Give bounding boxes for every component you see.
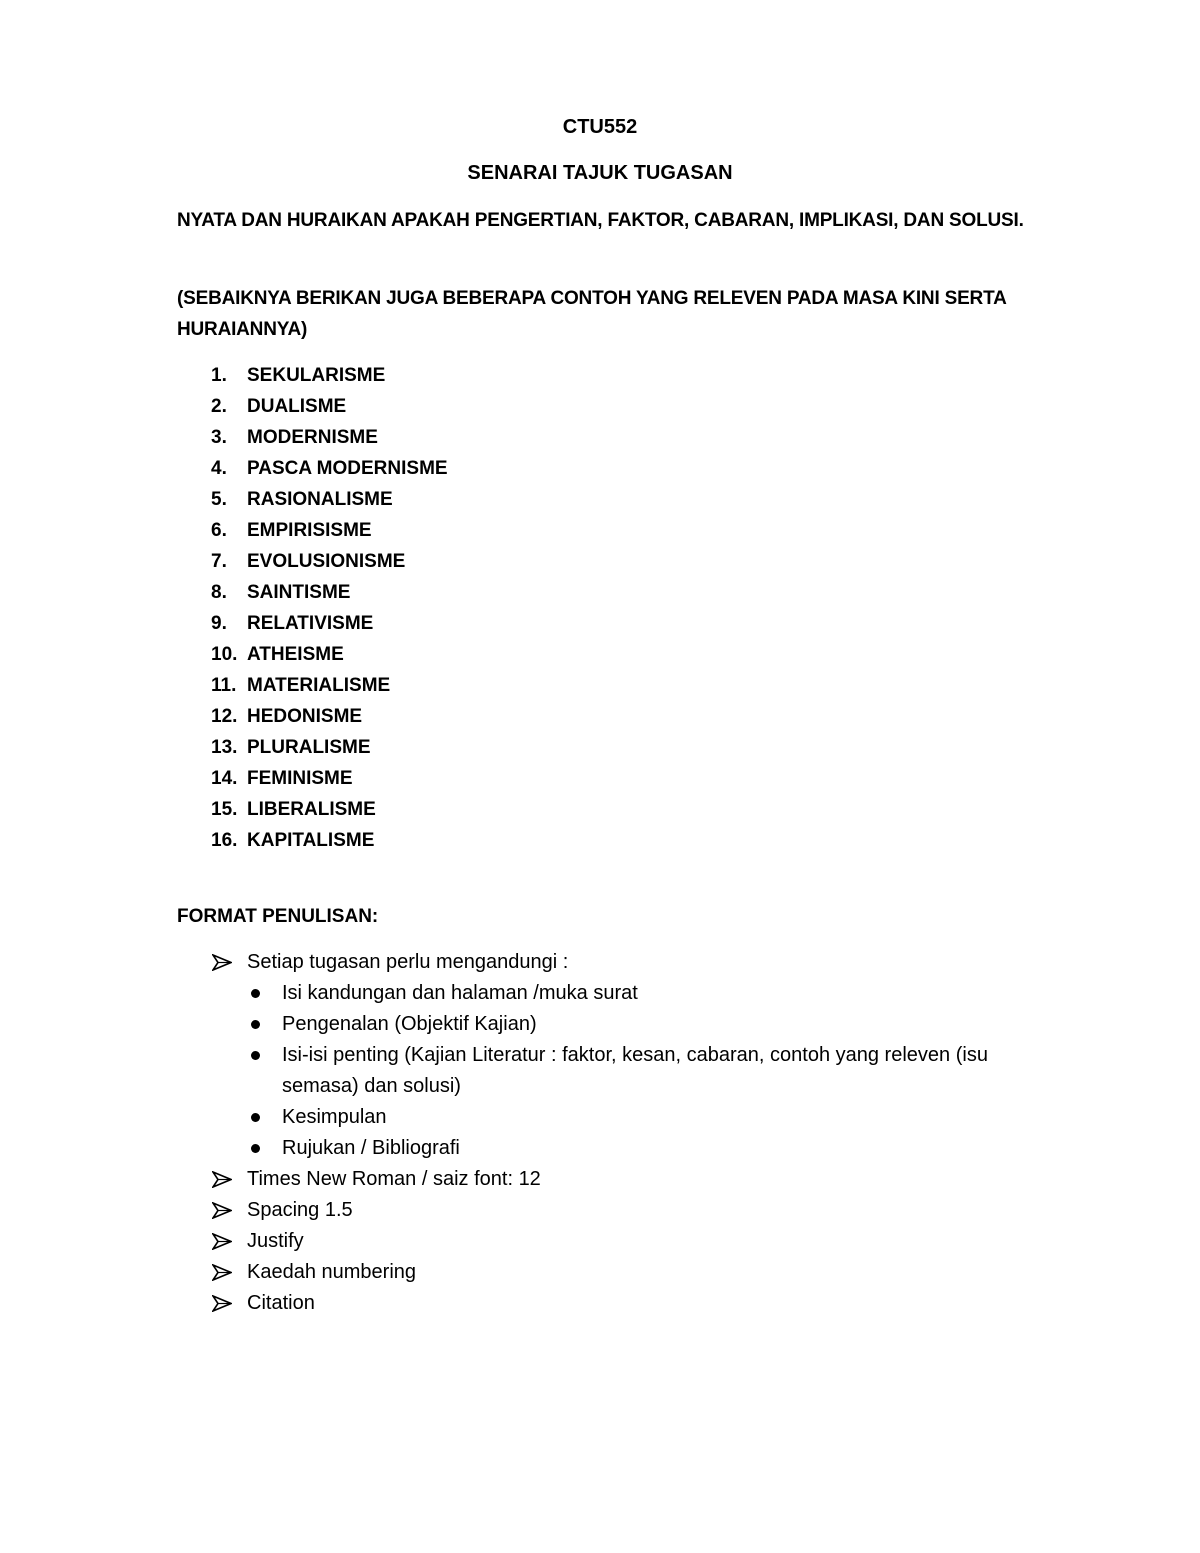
topic-number: 13. <box>211 737 238 758</box>
topic-label: PLURALISME <box>247 737 371 758</box>
format-subitem <box>0 978 1200 1009</box>
format-subitem-text: Isi kandungan dan halaman /muka surat <box>282 982 638 1004</box>
topic-number: 12. <box>211 706 238 727</box>
topic-label: MODERNISME <box>247 427 378 448</box>
topic-number: 5. <box>211 489 227 510</box>
topic-label: DUALISME <box>247 396 347 417</box>
instruction-note: (SEBAIKNYA BERIKAN JUGA BEBERAPA CONTOH YANG RELEVEN PADA MASA KINI SERTA HURAIANNYA) <box>177 288 1006 340</box>
arrowhead-bullet-icon <box>212 1202 232 1219</box>
topic-label: SAINTISME <box>247 582 351 603</box>
format-heading: FORMAT PENULISAN: <box>177 906 379 927</box>
format-subitem <box>0 1040 1200 1102</box>
topic-number: 10. <box>211 644 238 665</box>
format-item-text: Citation <box>247 1292 315 1314</box>
format-item <box>0 1195 1200 1226</box>
topic-number: 3. <box>211 427 227 448</box>
topic-label: PASCA MODERNISME <box>247 458 448 479</box>
format-item <box>0 1164 1200 1195</box>
arrowhead-bullet-icon <box>212 1233 232 1250</box>
arrowhead-bullet-icon <box>212 1295 232 1312</box>
format-item-text: Spacing 1.5 <box>247 1199 353 1221</box>
format-item <box>0 1288 1200 1319</box>
topic-number: 1. <box>211 365 227 386</box>
topic-number: 11. <box>211 675 237 696</box>
topic-label: KAPITALISME <box>247 830 375 851</box>
round-bullet-icon <box>251 989 260 998</box>
format-item <box>0 1226 1200 1257</box>
arrowhead-bullet-icon <box>212 954 232 971</box>
document-title: SENARAI TAJUK TUGASAN <box>467 162 733 184</box>
format-list <box>0 947 1200 1319</box>
topic-label: HEDONISME <box>247 706 363 727</box>
format-item-text: Justify <box>247 1230 304 1252</box>
topic-label: EVOLUSIONISME <box>247 551 406 572</box>
format-item <box>0 1257 1200 1288</box>
format-subitem-text: Rujukan / Bibliografi <box>282 1137 460 1159</box>
topic-label: FEMINISME <box>247 768 353 789</box>
topic-label: SEKULARISME <box>247 365 386 386</box>
format-subitem <box>0 1133 1200 1164</box>
topic-label: LIBERALISME <box>247 799 376 820</box>
round-bullet-icon <box>251 1144 260 1153</box>
topic-label: RASIONALISME <box>247 489 393 510</box>
topic-number: 14. <box>211 768 238 789</box>
arrowhead-bullet-icon <box>212 1264 232 1281</box>
topic-number: 16. <box>211 830 238 851</box>
format-item-text: Times New Roman / saiz font: 12 <box>247 1168 541 1190</box>
topic-label: MATERIALISME <box>247 675 391 696</box>
format-item-text: Setiap tugasan perlu mengandungi : <box>247 951 569 973</box>
topic-number: 2. <box>211 396 227 417</box>
topic-number: 8. <box>211 582 227 603</box>
arrowhead-bullet-icon <box>212 1171 232 1188</box>
topic-label: EMPIRISISME <box>247 520 372 541</box>
topic-label: ATHEISME <box>247 644 344 665</box>
format-sublist <box>0 978 1200 1164</box>
format-subitem <box>0 1009 1200 1040</box>
course-code: CTU552 <box>562 116 638 138</box>
round-bullet-icon <box>251 1051 260 1060</box>
format-subitem <box>0 1102 1200 1133</box>
topic-label: RELATIVISME <box>247 613 374 634</box>
main-instruction: NYATA DAN HURAIKAN APAKAH PENGERTIAN, FAKTOR, CABARAN, IMPLIKASI, DAN SOLUSI. <box>177 210 1024 231</box>
topic-number: 4. <box>211 458 227 479</box>
format-subitem-text: Isi-isi penting (Kajian Literatur : faktor, kesan, cabaran, contoh yang releven (isu semasa) dan solusi) <box>282 1044 988 1097</box>
topic-number: 9. <box>211 613 227 634</box>
format-subitem-text: Kesimpulan <box>282 1106 387 1128</box>
format-subitem-text: Pengenalan (Objektif Kajian) <box>282 1013 537 1035</box>
topic-number: 15. <box>211 799 238 820</box>
topic-number: 6. <box>211 520 227 541</box>
format-item <box>0 947 1200 1164</box>
format-item-text: Kaedah numbering <box>247 1261 417 1283</box>
topic-number: 7. <box>211 551 227 572</box>
round-bullet-icon <box>251 1020 260 1029</box>
round-bullet-icon <box>251 1113 260 1122</box>
